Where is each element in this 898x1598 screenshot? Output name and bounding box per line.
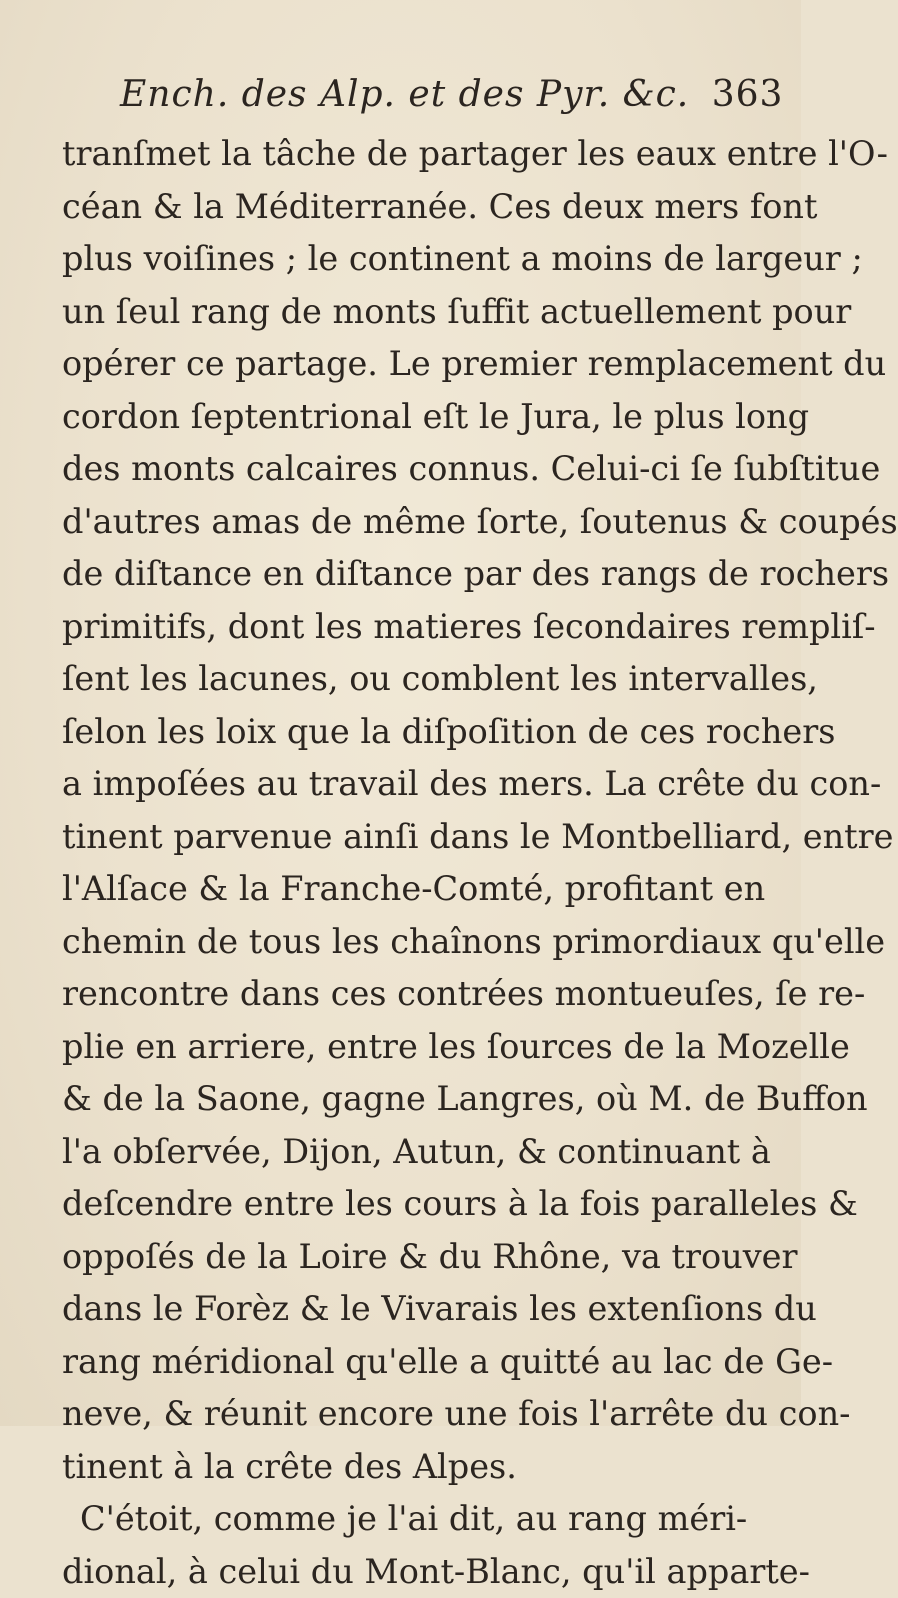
text-line: ſelon les loix que la diſpoſition de ces rochers [62,706,742,759]
text-line: opérer ce partage. Le premier remplacement du [62,338,742,391]
text-line: neve, & réunit encore une fois l'arrête du con- [62,1388,742,1441]
text-line: C'étoit, comme je l'ai dit, au rang méri- [62,1493,742,1546]
text-line: de diſtance en diſtance par des rangs de rochers [62,548,742,601]
text-line: chemin de tous les chaînons primordiaux qu'elle [62,916,742,969]
text-line: ſent les lacunes, ou comblent les intervalles, [62,653,742,706]
text-line: céan & la Méditerranée. Ces deux mers font [62,181,742,234]
page-number: 363 [712,74,784,115]
text-line: dans le Forèz & le Vivarais les extenſions du [62,1283,742,1336]
text-line: rang méridional qu'elle a quitté au lac de Ge- [62,1336,742,1389]
text-line: deſcendre entre les cours à la fois paralleles & [62,1178,742,1231]
text-line: & de la Saone, gagne Langres, où M. de Buffon [62,1073,742,1126]
text-line: rencontre dans ces contrées montueuſes, ſe re- [62,968,742,1021]
body-text [62,128,742,1598]
text-line: oppoſés de la Loire & du Rhône, va trouver [62,1231,742,1284]
text-line: plie en arriere, entre les ſources de la Mozelle [62,1021,742,1074]
text-line: primitifs, dont les matieres ſecondaires rempliſ- [62,601,742,654]
text-line: d'autres amas de même ſorte, ſoutenus & coupés [62,496,742,549]
text-line: plus voiſines ; le continent a moins de largeur ; [62,233,742,286]
text-line: un ſeul rang de monts ſuffit actuellement pour [62,286,742,339]
text-line: l'Alſace & la Franche-Comté, profitant en [62,863,742,916]
text-line: cordon ſeptentrional eſt le Jura, le plus long [62,391,742,444]
text-line: dional, à celui du Mont-Blanc, qu'il apparte- [62,1546,742,1598]
text-line: l'a obſervée, Dijon, Autun, & continuant à [62,1126,742,1179]
text-line: a impoſées au travail des mers. La crête du con- [62,758,742,811]
running-title: Ench. des Alp. et des Pyr. &c. [120,74,689,115]
text-line: tranſmet la tâche de partager les eaux entre l'O- [62,128,742,181]
running-header [120,74,740,115]
text-line: des monts calcaires connus. Celui-ci ſe ſubſtitue [62,443,742,496]
text-line: tinent à la crête des Alpes. [62,1441,742,1494]
text-line: tinent parvenue ainſi dans le Montbelliard, entre [62,811,742,864]
